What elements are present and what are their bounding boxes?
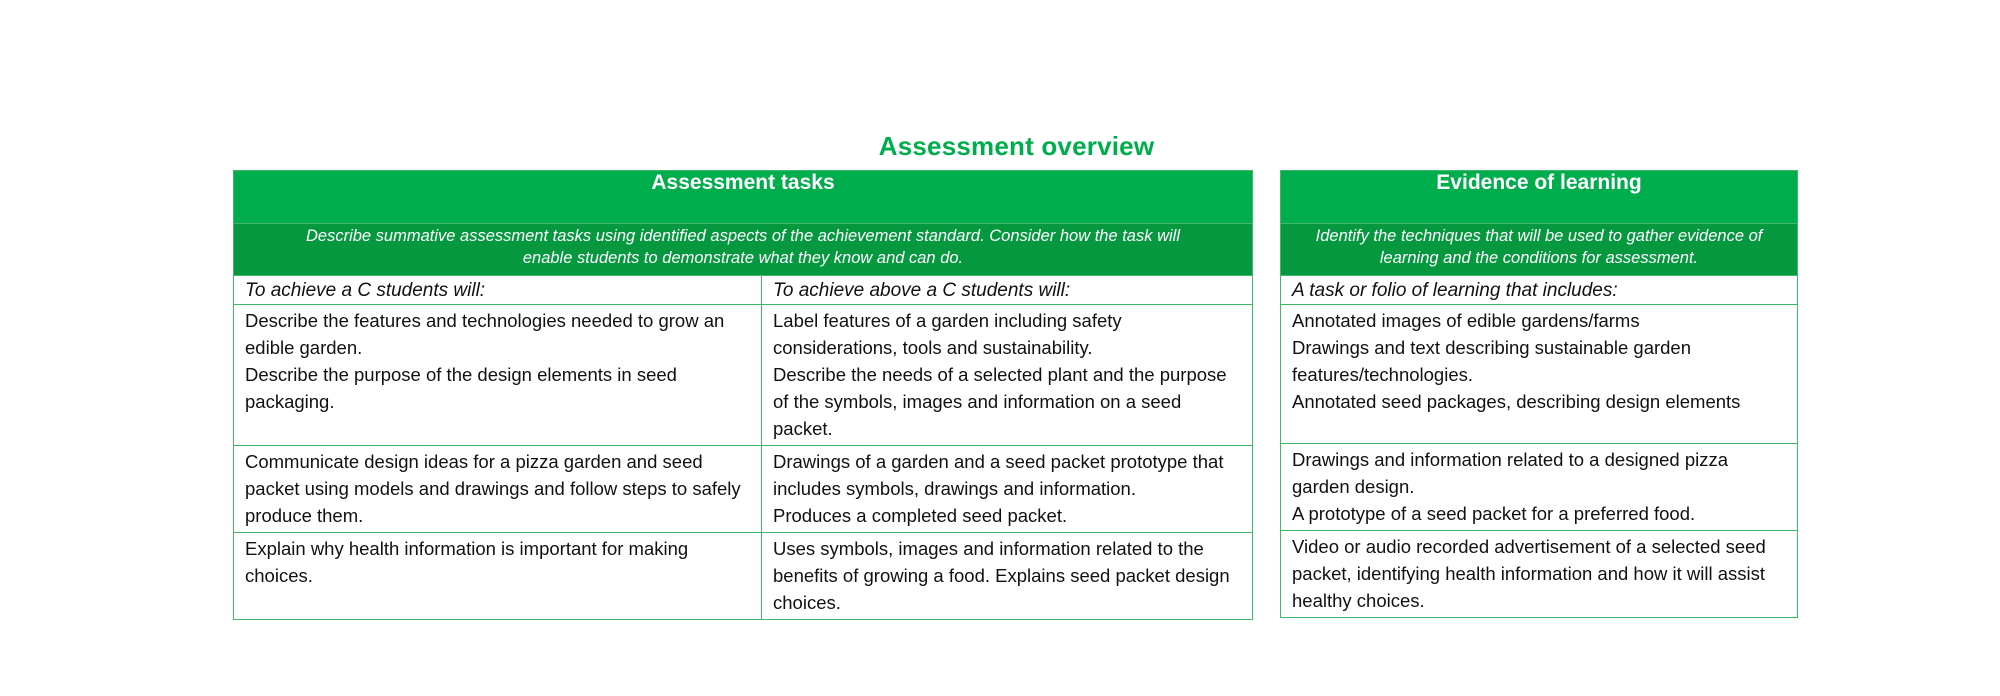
criteria-text: Drawings of a garden and a seed packet prototype that includes symbols, drawings and information. (773, 451, 1224, 499)
evidence-of-learning-table (1280, 170, 1798, 618)
evidence-text: Drawings and text describing sustainable garden features/technologies. (1292, 337, 1692, 385)
c-criteria-cell (234, 446, 762, 533)
table-row (234, 305, 1253, 446)
column-header-above-c: To achieve above a C students will: (762, 276, 1253, 305)
evidence-text: Annotated seed packages, describing design elements (1292, 391, 1741, 412)
table-row (234, 446, 1253, 533)
above-c-criteria-cell (762, 305, 1253, 446)
table-row (1281, 444, 1798, 531)
assessment-tasks-description: Describe summative assessment tasks using identified aspects of the achievement standard. Consider how the task will enable students to demonstrate what they know and can do. (234, 224, 1253, 276)
assessment-tasks-table (233, 170, 1253, 620)
table-row (1281, 305, 1798, 444)
above-c-criteria-cell (762, 533, 1253, 620)
criteria-text: Describe the features and technologies needed to grow an edible garden. (245, 310, 725, 358)
evidence-text: Video or audio recorded advertisement of a selected seed packet, identifying health information and how it will assist healthy choices. (1292, 536, 1766, 611)
criteria-text: Communicate design ideas for a pizza garden and seed packet using models and drawings and follow steps to safely produce them. (245, 451, 741, 526)
criteria-text: Uses symbols, images and information related to the benefits of growing a food. Explains seed packet design choices. (773, 538, 1230, 613)
criteria-text: Label features of a garden including safety considerations, tools and sustainability. (773, 310, 1122, 358)
c-criteria-cell (234, 305, 762, 446)
evidence-description: Identify the techniques that will be used to gather evidence of learning and the conditions for assessment. (1281, 224, 1798, 276)
above-c-criteria-cell (762, 446, 1253, 533)
table-row (1281, 531, 1798, 618)
c-criteria-cell (234, 533, 762, 620)
criteria-text: Produces a completed seed packet. (773, 505, 1068, 526)
criteria-text: Explain why health information is important for making choices. (245, 538, 689, 586)
criteria-text: Describe the purpose of the design elements in seed packaging. (245, 364, 677, 412)
evidence-cell (1281, 305, 1798, 444)
evidence-text: Drawings and information related to a designed pizza garden design. (1292, 449, 1729, 497)
evidence-cell (1281, 531, 1798, 618)
evidence-text: A prototype of a seed packet for a preferred food. (1292, 503, 1696, 524)
column-header-c: To achieve a C students will: (234, 276, 762, 305)
page-title: Assessment overview (878, 131, 1155, 161)
assessment-tasks-header: Assessment tasks (234, 171, 1253, 224)
table-row (234, 533, 1253, 620)
evidence-cell (1281, 444, 1798, 531)
evidence-header: Evidence of learning (1281, 171, 1798, 224)
column-header-evidence: A task or folio of learning that includes: (1281, 276, 1798, 305)
criteria-text: Describe the needs of a selected plant and the purpose of the symbols, images and information on a seed packet. (773, 364, 1227, 439)
evidence-text: Annotated images of edible gardens/farms (1292, 310, 1640, 331)
